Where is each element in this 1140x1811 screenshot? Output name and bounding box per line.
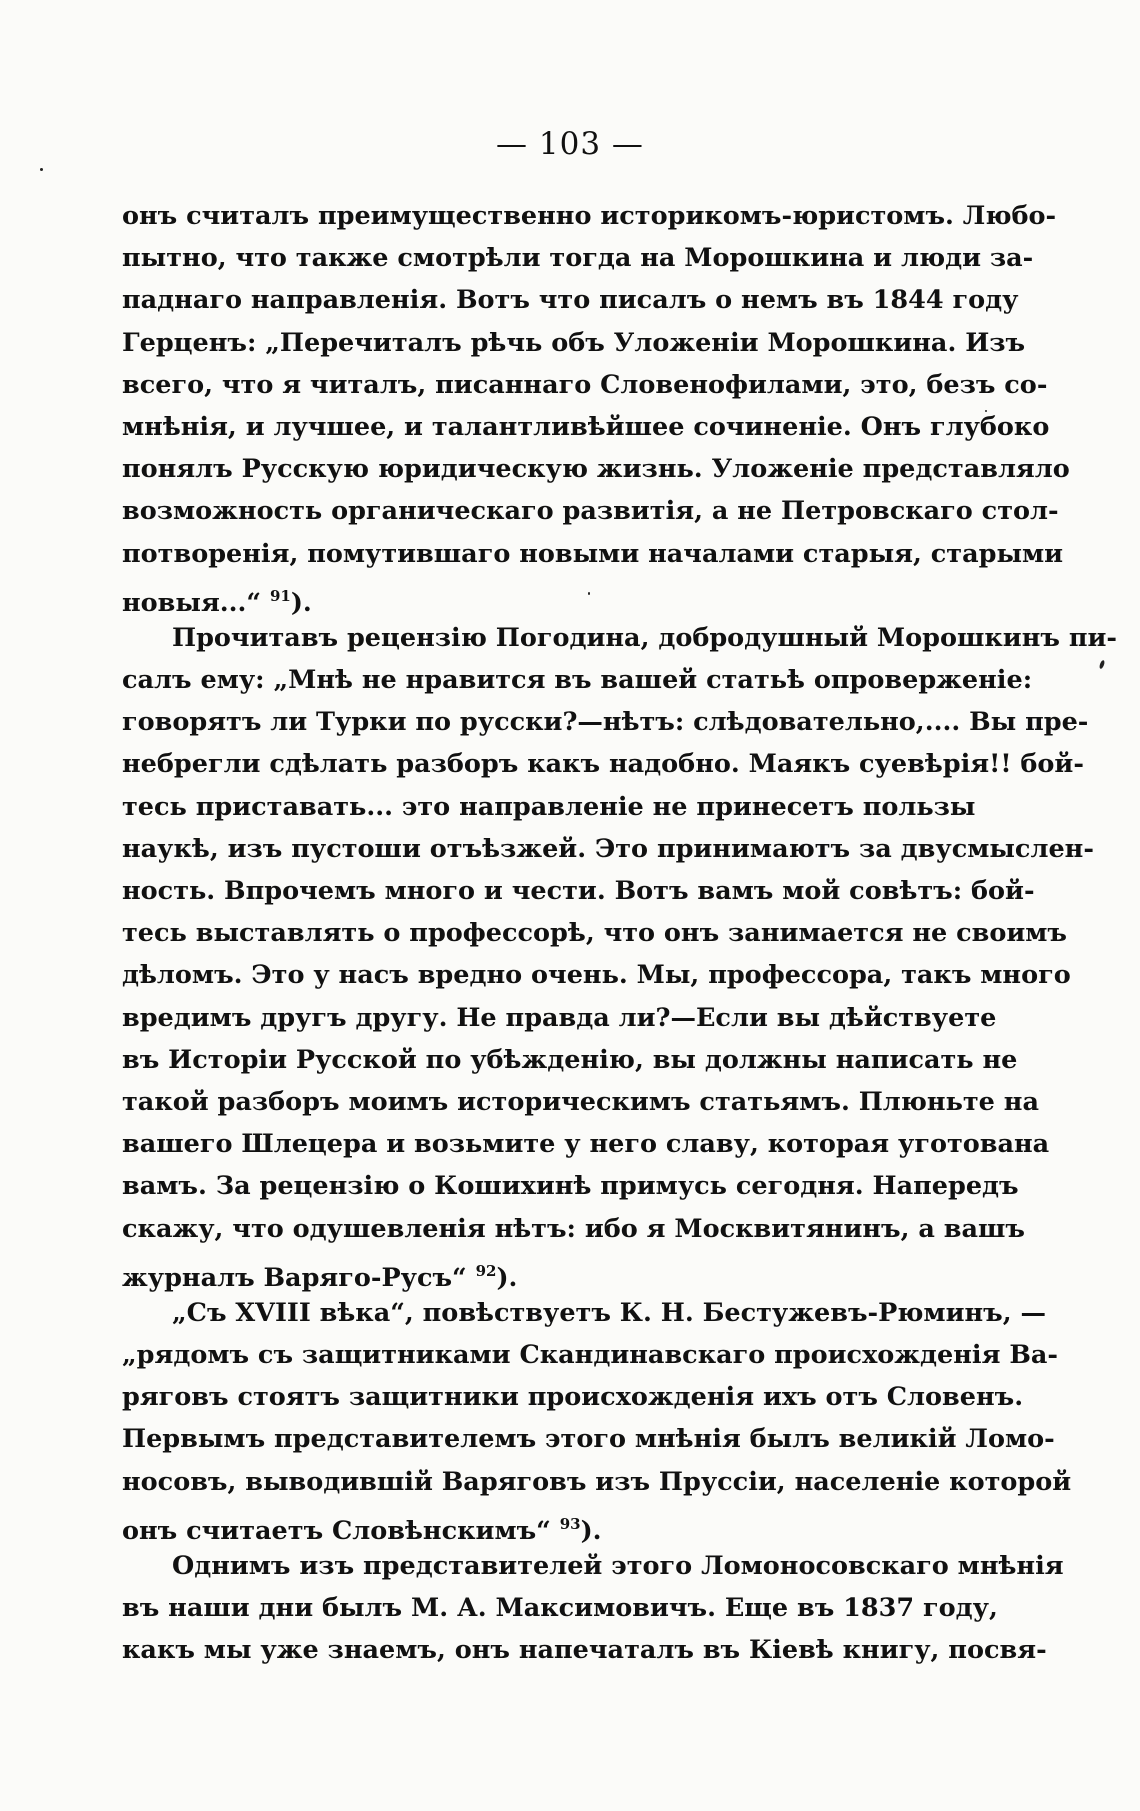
text-line: такой разборъ моимъ историческимъ статьямъ. Плюньте на	[122, 1086, 1039, 1117]
text-line: вамъ. За рецензію о Кошихинѣ примусь сегодня. Напередъ	[122, 1171, 1019, 1202]
text-line: наукѣ, изъ пустоши отъѣзжей. Это принимаютъ за двусмыслен-	[122, 833, 1094, 864]
footnote-ref: 92	[475, 1261, 497, 1280]
text-line: онъ считалъ преимущественно историкомъ-юристомъ. Любо-	[122, 201, 1057, 231]
text-line: Герценъ: „Перечиталъ рѣчь объ Уложеніи Морошкина. Изъ	[122, 327, 1026, 358]
text-line: всего, что я читалъ, писаннаго Словенофилами, это, безъ со-	[122, 369, 1048, 400]
text-line: говорятъ ли Турки по русски?—нѣтъ: слѣдовательно,.... Вы пре-	[122, 707, 1089, 738]
text-line: небрегли сдѣлать разборъ какъ надобно. Маякъ суевѣрія!! бой-	[122, 749, 1084, 780]
text-line: въ Исторіи Русской по убѣжденію, вы должны написать не	[122, 1044, 1018, 1075]
text-line: вашего Шлецера и возьмите у него славу, которая уготована	[122, 1129, 1050, 1160]
text-line: „Съ XVIII вѣка“, повѣствуетъ К. Н. Бестужевъ-Рюминъ, —	[172, 1297, 1046, 1328]
text-line: Первымъ представителемъ этого мнѣнія былъ великій Ломо-	[122, 1424, 1055, 1455]
scan-speck	[40, 168, 43, 171]
text-line: дѣломъ. Это у насъ вредно очень. Мы, профессора, такъ много	[122, 960, 1071, 991]
text-line: потворенія, помутившаго новыми началами старыя, старыми	[122, 538, 1064, 569]
text-line: скажу, что одушевленія нѣтъ: ибо я Москвитянинъ, а вашъ	[122, 1213, 1025, 1244]
text-line: тесь выставлять о профессорѣ, что онъ занимается не своимъ	[122, 918, 1067, 949]
footnote-ref: 91	[269, 586, 291, 605]
body-text	[122, 195, 1117, 1672]
text-line: ряговъ стоятъ защитники происхожденія ихъ отъ Словенъ.	[122, 1382, 1024, 1413]
scan-speck	[985, 410, 987, 412]
scan-speck	[1099, 660, 1106, 670]
text-line: салъ ему: „Мнѣ не нравится въ вашей статьѣ опроверженіе:	[122, 665, 1033, 696]
text-line: носовъ, выводившій Варяговъ изъ Пруссіи, населеніе которой	[122, 1466, 1072, 1497]
scan-speck	[588, 592, 590, 595]
text-line: какъ мы уже знаемъ, онъ напечаталъ въ Кіевѣ книгу, посвя-	[122, 1635, 1047, 1666]
text-line: въ наши дни былъ М. А. Максимовичъ. Еще въ 1837 году,	[122, 1593, 998, 1624]
text-line: вредимъ другъ другу. Не правда ли?—Если вы дѣйствуете	[122, 1002, 997, 1033]
text-line: пытно, что также смотрѣли тогда на Морошкина и люди за-	[122, 243, 1034, 274]
text-line: „рядомъ съ защитниками Скандинавскаго происхожденія Ва-	[122, 1340, 1058, 1371]
text-line: мнѣнія, и лучшее, и талантливѣйшее сочиненіе. Онъ глубоко	[122, 411, 1050, 442]
text-line: журналъ Варяго-Русъ“ $^{92}$).	[122, 1261, 518, 1293]
text-line: тесь приставать... это направленіе не принесетъ пользы	[122, 791, 976, 822]
text-line: паднаго направленія. Вотъ что писалъ о немъ въ 1844 году	[122, 285, 1019, 316]
text-line: ность. Впрочемъ много и чести. Вотъ вамъ мой совѣтъ: бой-	[122, 876, 1035, 906]
text-line: возможность органическаго развитія, а не Петровскаго стол-	[122, 496, 1059, 527]
text-line: Прочитавъ рецензію Погодина, добродушный Морошкинъ пи-	[172, 622, 1117, 653]
text-line: Однимъ изъ представителей этого Ломоносовскаго мнѣнія	[172, 1551, 1064, 1581]
page-number: — 103 —	[496, 126, 644, 162]
footnote-ref: 93	[559, 1514, 581, 1533]
text-line: новыя...“ $^{91}$).	[122, 586, 312, 618]
text-line: онъ считаетъ Словѣнскимъ“ $^{93}$).	[122, 1514, 602, 1546]
text-line: понялъ Русскую юридическую жизнь. Уложеніе представляло	[122, 454, 1070, 485]
